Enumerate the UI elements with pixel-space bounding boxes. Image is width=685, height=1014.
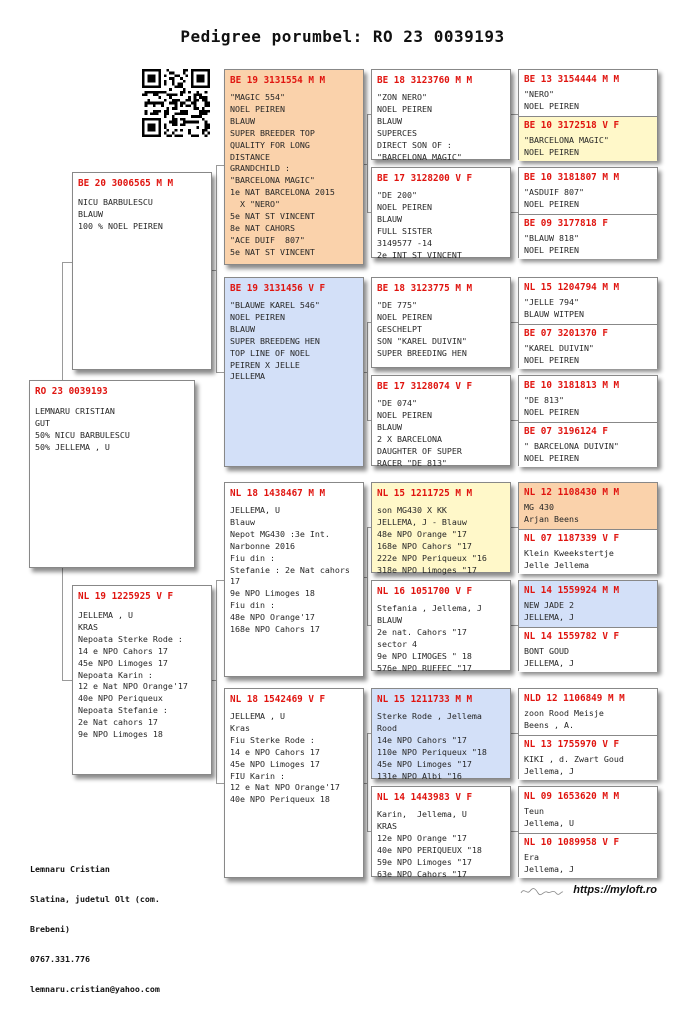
bird-details: [377, 505, 507, 575]
detail-line: QUALITY FOR LONG: [230, 139, 310, 150]
detail-line: BLAUW: [377, 213, 402, 224]
divider: [519, 214, 657, 215]
bird-details: [377, 603, 507, 673]
detail-line: "DE 200": [377, 190, 417, 200]
connector-line: [216, 580, 224, 581]
detail-line: GUT: [35, 417, 50, 428]
detail-line: sector 4: [377, 638, 417, 649]
detail-line: KIKI , d. Zwart Goud: [524, 754, 624, 764]
detail-line: 12 e Nat NPO Orange'17: [78, 681, 188, 692]
detail-line: 2e INT ST VINCENT: [377, 249, 462, 260]
ancestor-entry: [519, 833, 657, 878]
connector-line: [511, 420, 518, 421]
connector-line: [364, 783, 367, 784]
ancestor-entry: [519, 214, 657, 259]
detail-line: 45e NPO Limoges 17: [230, 758, 320, 769]
bird-details: [524, 441, 654, 467]
bird-details: [524, 343, 654, 369]
ring-number: BE 10 3181807 M M: [524, 172, 620, 183]
detail-line: LEMNARU CRISTIAN: [35, 406, 115, 416]
ancestor-pair-card: [518, 482, 658, 573]
ring-number: BE 07 3196124 F: [524, 426, 608, 437]
ring-number: NL 09 1653620 M M: [524, 791, 620, 802]
ancestor-entry: [519, 70, 657, 116]
detail-line: NOEL PEIREN: [377, 103, 432, 114]
detail-line: "DE 074": [377, 398, 417, 408]
connector-line: [511, 114, 518, 115]
great-grandparent-card: [371, 688, 511, 779]
ring-number: BE 20 3006565 M M: [78, 178, 174, 189]
detail-line: JELLEMA, J: [524, 611, 574, 622]
ring-number: NL 18 1438467 M M: [230, 488, 326, 499]
ring-number: BE 13 3154444 M M: [524, 74, 620, 85]
ring-number: NL 19 1225925 V F: [78, 591, 174, 602]
detail-line: Kras: [230, 722, 250, 733]
connector-line: [511, 322, 518, 323]
bird-details: [377, 711, 507, 781]
detail-line: Nepoata Sterke Rode :: [78, 633, 183, 644]
detail-line: 45e NPO Limoges 17: [78, 657, 168, 668]
detail-line: "ASDUIF 807": [524, 187, 584, 197]
sire-card: [72, 172, 212, 370]
detail-line: BLAUW: [230, 323, 255, 334]
detail-line: Teun: [524, 806, 544, 816]
detail-line: "BLAUW 818": [524, 233, 579, 243]
detail-line: "ZON NERO": [377, 92, 427, 102]
detail-line: FIU Karin :: [230, 770, 285, 781]
detail-line: Jelle Jellema: [524, 559, 589, 570]
detail-line: NOEL PEIREN: [524, 100, 579, 111]
ancestor-entry: [519, 787, 657, 833]
detail-line: DISTANCE: [230, 151, 270, 162]
detail-line: 318e NPO Limoges "17: [377, 564, 477, 575]
breeder-email[interactable]: lemnaru.cristian@yahoo.com: [30, 984, 160, 994]
bird-details: [35, 406, 191, 563]
connector-line: [511, 527, 518, 528]
detail-line: BLAUW: [377, 421, 402, 432]
detail-line: 168e NPO Cahors 17: [230, 624, 320, 635]
detail-line: 131e NPO Albi "16: [377, 770, 462, 781]
detail-line: 48e NPO Orange'17: [230, 612, 315, 623]
bird-details: [377, 92, 507, 162]
detail-line: Rood: [377, 722, 397, 733]
breeder-address: Slatina, judetul Olt (com.: [30, 894, 160, 904]
connector-line: [364, 577, 367, 578]
detail-line: Klein Kweekstertje: [524, 548, 614, 558]
ring-number: NL 14 1559924 M M: [524, 585, 620, 596]
detail-line: 100 % NOEL PEIREN: [78, 220, 163, 231]
ring-number: NL 14 1559782 V F: [524, 631, 620, 642]
ancestor-pair-card: [518, 580, 658, 671]
detail-line: 1e NAT BARCELONA 2015: [230, 187, 335, 198]
great-grandparent-card: [371, 375, 511, 466]
bird-details: [524, 395, 654, 422]
connector-line: [62, 262, 72, 263]
bird-details: [524, 708, 654, 735]
detail-line: RACER "DE 813": [377, 457, 447, 468]
detail-line: Sterke Rode , Jellema: [377, 711, 482, 721]
ring-number: NL 14 1443983 V F: [377, 792, 473, 803]
great-grandparent-card: [371, 167, 511, 258]
detail-line: SUPER BREEDING HEN: [377, 347, 467, 358]
great-grandparent-card: [371, 482, 511, 573]
ring-number: NL 10 1089958 V F: [524, 837, 620, 848]
detail-line: X "NERO": [230, 199, 280, 210]
ancestor-entry: [519, 168, 657, 214]
breeder-phone: 0767.331.776: [30, 954, 90, 964]
detail-line: 5e NAT ST VINCENT: [230, 211, 315, 222]
detail-line: NEW JADE 2: [524, 600, 574, 610]
connector-line: [216, 165, 224, 166]
detail-line: 2e nat. Cahors "17: [377, 626, 467, 637]
bird-details: [230, 92, 360, 260]
bird-details: [524, 646, 654, 672]
detail-line: JELLEMA , U: [230, 711, 285, 721]
detail-line: 2e Nat cahors 17: [78, 717, 158, 728]
breeder-contact: [30, 844, 160, 1014]
ring-number: NL 15 1211733 M M: [377, 694, 473, 705]
ring-number: NL 12 1108430 M M: [524, 487, 620, 498]
detail-line: NOEL PEIREN: [230, 311, 285, 322]
detail-line: JELLEMA: [230, 371, 265, 382]
divider: [519, 422, 657, 423]
bird-details: [524, 852, 654, 878]
divider: [519, 324, 657, 325]
bird-details: [524, 754, 654, 780]
website-link[interactable]: https://myloft.ro: [573, 884, 657, 896]
detail-line: DIRECT SON OF :: [377, 139, 452, 150]
detail-line: 168e NPO Cahors "17: [377, 540, 472, 551]
ancestor-pair-card: [518, 375, 658, 466]
detail-line: Narbonne 2016: [230, 540, 295, 551]
detail-line: 40e NPO PERIQUEUX "18: [377, 844, 482, 855]
detail-line: 3149577 -14: [377, 237, 432, 248]
ring-number: RO 23 0039193: [35, 386, 108, 397]
ancestor-pair-card: [518, 277, 658, 368]
ring-number: NLD 12 1106849 M M: [524, 693, 625, 704]
detail-line: PEIREN X JELLE: [230, 359, 300, 370]
ring-number: BE 10 3172518 V F: [524, 120, 620, 131]
detail-line: Jellema, J: [524, 863, 574, 874]
detail-line: NOEL PEIREN: [524, 198, 579, 209]
ring-number: BE 10 3181813 M M: [524, 380, 620, 391]
detail-line: SUPER BREEDENG HEN: [230, 335, 320, 346]
ancestor-entry: [519, 483, 657, 529]
detail-line: 9e NPO LIMOGES " 18: [377, 650, 472, 661]
detail-line: BLAUW: [377, 614, 402, 625]
detail-line: SUPER BREEDER TOP: [230, 127, 315, 138]
connector-line: [364, 164, 367, 165]
detail-line: Fiu din :: [230, 600, 275, 611]
detail-line: 9e NPO Limoges 18: [230, 588, 315, 599]
ancestor-entry: [519, 735, 657, 780]
detail-line: 14e NPO Cahors "17: [377, 734, 467, 745]
ring-number: BE 17 3128074 V F: [377, 381, 473, 392]
detail-line: BLAUW: [230, 115, 255, 126]
detail-line: 8e NAT CAHORS: [230, 222, 295, 233]
detail-line: 222e NPO Periqueux "16: [377, 552, 487, 563]
grandparent-card: [224, 69, 364, 265]
ancestor-entry: [519, 422, 657, 467]
great-grandparent-card: [371, 786, 511, 877]
bird-details: [524, 233, 654, 259]
detail-line: Beens , A.: [524, 719, 574, 730]
detail-line: JELLEMA, U: [230, 505, 280, 515]
divider: [519, 116, 657, 117]
divider: [519, 529, 657, 530]
detail-line: "BARCELONA MAGIC": [524, 135, 609, 145]
great-grandparent-card: [371, 580, 511, 671]
detail-line: NICU BARBULESCU: [78, 197, 153, 207]
detail-line: NOEL PEIREN: [377, 201, 432, 212]
detail-line: "DE 775": [377, 300, 417, 310]
detail-line: 12 e Nat NPO Orange'17: [230, 782, 340, 793]
bird-details: [524, 89, 654, 116]
detail-line: GRANDCHILD :: [230, 163, 290, 174]
detail-line: 2 X BARCELONA: [377, 433, 442, 444]
connector-line: [367, 322, 368, 420]
breeder-address-2: Brebeni): [30, 924, 70, 934]
ancestor-entry: [519, 278, 657, 324]
bird-details: [377, 809, 507, 879]
ring-number: BE 18 3123760 M M: [377, 75, 473, 86]
qr-code-icon: [142, 69, 210, 137]
detail-line: "JELLE 794": [524, 297, 579, 307]
detail-line: BLAUW: [377, 115, 402, 126]
signature-icon: [520, 885, 564, 897]
bird-details: [377, 398, 507, 468]
bird-details: [377, 300, 507, 363]
divider: [519, 833, 657, 834]
connector-line: [62, 680, 72, 681]
detail-line: 110e NPO Periqueux "18: [377, 746, 487, 757]
detail-line: KRAS: [78, 621, 98, 632]
bird-details: [78, 197, 208, 365]
detail-line: 59e NPO Limoges "17: [377, 856, 472, 867]
detail-line: NOEL PEIREN: [377, 311, 432, 322]
detail-line: Arjan Beens: [524, 513, 579, 524]
grandparent-card: [224, 688, 364, 878]
connector-line: [216, 580, 217, 783]
connector-line: [212, 270, 216, 271]
detail-line: "DE 813": [524, 395, 564, 405]
bird-details: [524, 600, 654, 627]
ring-number: NL 16 1051700 V F: [377, 586, 473, 597]
detail-line: "ACE DUIF 807": [230, 234, 305, 245]
detail-line: "MAGIC 554": [230, 92, 285, 102]
dam-card: [72, 585, 212, 775]
bird-details: [230, 505, 360, 672]
ring-number: NL 15 1204794 M M: [524, 282, 620, 293]
divider: [519, 627, 657, 628]
connector-line: [216, 165, 217, 372]
detail-line: NOEL PEIREN: [377, 409, 432, 420]
detail-line: BLAUW WITPEN: [524, 308, 584, 319]
detail-line: Nepoata Karin :: [78, 669, 153, 680]
detail-line: MG 430: [524, 502, 554, 512]
detail-line: "NERO": [524, 89, 554, 99]
ring-number: NL 13 1755970 V F: [524, 739, 620, 750]
ring-number: NL 07 1187339 V F: [524, 533, 620, 544]
detail-line: 17: [230, 576, 240, 587]
detail-line: 576e NPO RUFFEC "17: [377, 662, 472, 673]
bird-details: [524, 548, 654, 574]
grandparent-card: [224, 482, 364, 677]
ancestor-entry: [519, 324, 657, 369]
connector-line: [511, 625, 518, 626]
divider: [519, 735, 657, 736]
connector-line: [511, 831, 518, 832]
ring-number: BE 19 3131456 V F: [230, 283, 326, 294]
ring-number: BE 17 3128200 V F: [377, 173, 473, 184]
detail-line: 14 e NPO Cahors 17: [230, 746, 320, 757]
detail-line: 45e NPO Limoges "17: [377, 758, 472, 769]
bird-details: [524, 135, 654, 161]
detail-line: JELLEMA, J - Blauw: [377, 516, 467, 527]
ring-number: BE 19 3131554 M M: [230, 75, 326, 86]
bird-details: [230, 300, 360, 462]
detail-line: Stefania , Jellema, J: [377, 603, 482, 613]
detail-line: "BARCELONA MAGIC": [230, 175, 315, 186]
detail-line: son MG430 X KK: [377, 505, 447, 515]
detail-line: 40e NPO Periqueux 18: [230, 794, 330, 805]
detail-line: 50% NICU BARBULESCU: [35, 429, 130, 440]
detail-line: Nepoata Stefanie :: [78, 705, 168, 716]
bird-details: [230, 711, 360, 873]
grandparent-card: [224, 277, 364, 467]
connector-line: [216, 372, 224, 373]
ring-number: BE 07 3201370 F: [524, 328, 608, 339]
detail-line: Jellema, J: [524, 765, 574, 776]
connector-line: [216, 783, 224, 784]
detail-line: NOEL PEIREN: [524, 452, 579, 463]
detail-line: 40e NPO Periqueux: [78, 693, 163, 704]
detail-line: " BARCELONA DUIVIN": [524, 441, 619, 451]
detail-line: GESCHELPT: [377, 323, 422, 334]
detail-line: KRAS: [377, 820, 397, 831]
bird-details: [377, 190, 507, 260]
ring-number: BE 09 3177818 F: [524, 218, 608, 229]
detail-line: Stefanie : 2e Nat cahors: [230, 564, 350, 575]
ancestor-pair-card: [518, 688, 658, 779]
subject-card: [29, 380, 195, 568]
great-grandparent-card: [371, 277, 511, 368]
connector-line: [212, 680, 216, 681]
connector-line: [367, 114, 368, 212]
breeder-name: Lemnaru Cristian: [30, 864, 110, 874]
ancestor-entry: [519, 689, 657, 735]
detail-line: NOEL PEIREN: [230, 103, 285, 114]
detail-line: Fiu din :: [230, 552, 275, 563]
connector-line: [364, 372, 367, 373]
detail-line: Jellema, U: [524, 817, 574, 828]
ancestor-entry: [519, 529, 657, 574]
ancestor-pair-card: [518, 69, 658, 160]
detail-line: Nepot MG430 :3e Int.: [230, 528, 330, 539]
detail-line: zoon Rood Meisje: [524, 708, 604, 718]
detail-line: SUPERCES: [377, 127, 417, 138]
bird-details: [524, 806, 654, 833]
connector-line: [367, 527, 368, 625]
ancestor-entry: [519, 116, 657, 161]
detail-line: 50% JELLEMA , U: [35, 441, 110, 452]
bird-details: [524, 502, 654, 529]
detail-line: "KAREL DUIVIN": [524, 343, 594, 353]
detail-line: 5e NAT ST VINCENT: [230, 246, 315, 257]
detail-line: "BLAUWE KAREL 546": [230, 300, 320, 310]
connector-line: [511, 212, 518, 213]
ring-number: BE 18 3123775 M M: [377, 283, 473, 294]
detail-line: Blauw: [230, 516, 255, 527]
detail-line: Era: [524, 852, 539, 862]
detail-line: TOP LINE OF NOEL: [230, 347, 310, 358]
bird-details: [78, 610, 208, 770]
ancestor-pair-card: [518, 167, 658, 258]
detail-line: NOEL PEIREN: [524, 354, 579, 365]
ancestor-entry: [519, 581, 657, 627]
bird-details: [524, 187, 654, 214]
detail-line: 9e NPO Limoges 18: [78, 729, 163, 740]
connector-line: [511, 733, 518, 734]
connector-line: [367, 733, 368, 831]
ancestor-pair-card: [518, 786, 658, 877]
ring-number: NL 15 1211725 M M: [377, 488, 473, 499]
detail-line: 63e NPO Cahors "17: [377, 868, 467, 879]
detail-line: NOEL PEIREN: [524, 244, 579, 255]
great-grandparent-card: [371, 69, 511, 160]
ring-number: NL 18 1542469 V F: [230, 694, 326, 705]
detail-line: FULL SISTER: [377, 225, 432, 236]
bird-details: [524, 297, 654, 324]
ancestor-entry: [519, 376, 657, 422]
detail-line: JELLEMA, J: [524, 657, 574, 668]
detail-line: "BARCELONA MAGIC": [377, 151, 462, 162]
detail-line: 48e NPO Orange "17: [377, 528, 467, 539]
detail-line: NOEL PEIREN: [524, 406, 579, 417]
page-title: Pedigree porumbel: RO 23 0039193: [180, 27, 505, 46]
detail-line: Karin, Jellema, U: [377, 809, 467, 819]
detail-line: NOEL PEIREN: [524, 146, 579, 157]
detail-line: BONT GOUD: [524, 646, 569, 656]
detail-line: 12e NPO Orange "17: [377, 832, 467, 843]
detail-line: DAUGHTER OF SUPER: [377, 445, 462, 456]
detail-line: SON "KAREL DUIVIN": [377, 335, 467, 346]
detail-line: BLAUW: [78, 208, 103, 219]
ancestor-entry: [519, 627, 657, 672]
detail-line: 14 e NPO Cahors 17: [78, 645, 168, 656]
detail-line: Fiu Sterke Rode :: [230, 734, 315, 745]
detail-line: JELLEMA , U: [78, 610, 133, 620]
